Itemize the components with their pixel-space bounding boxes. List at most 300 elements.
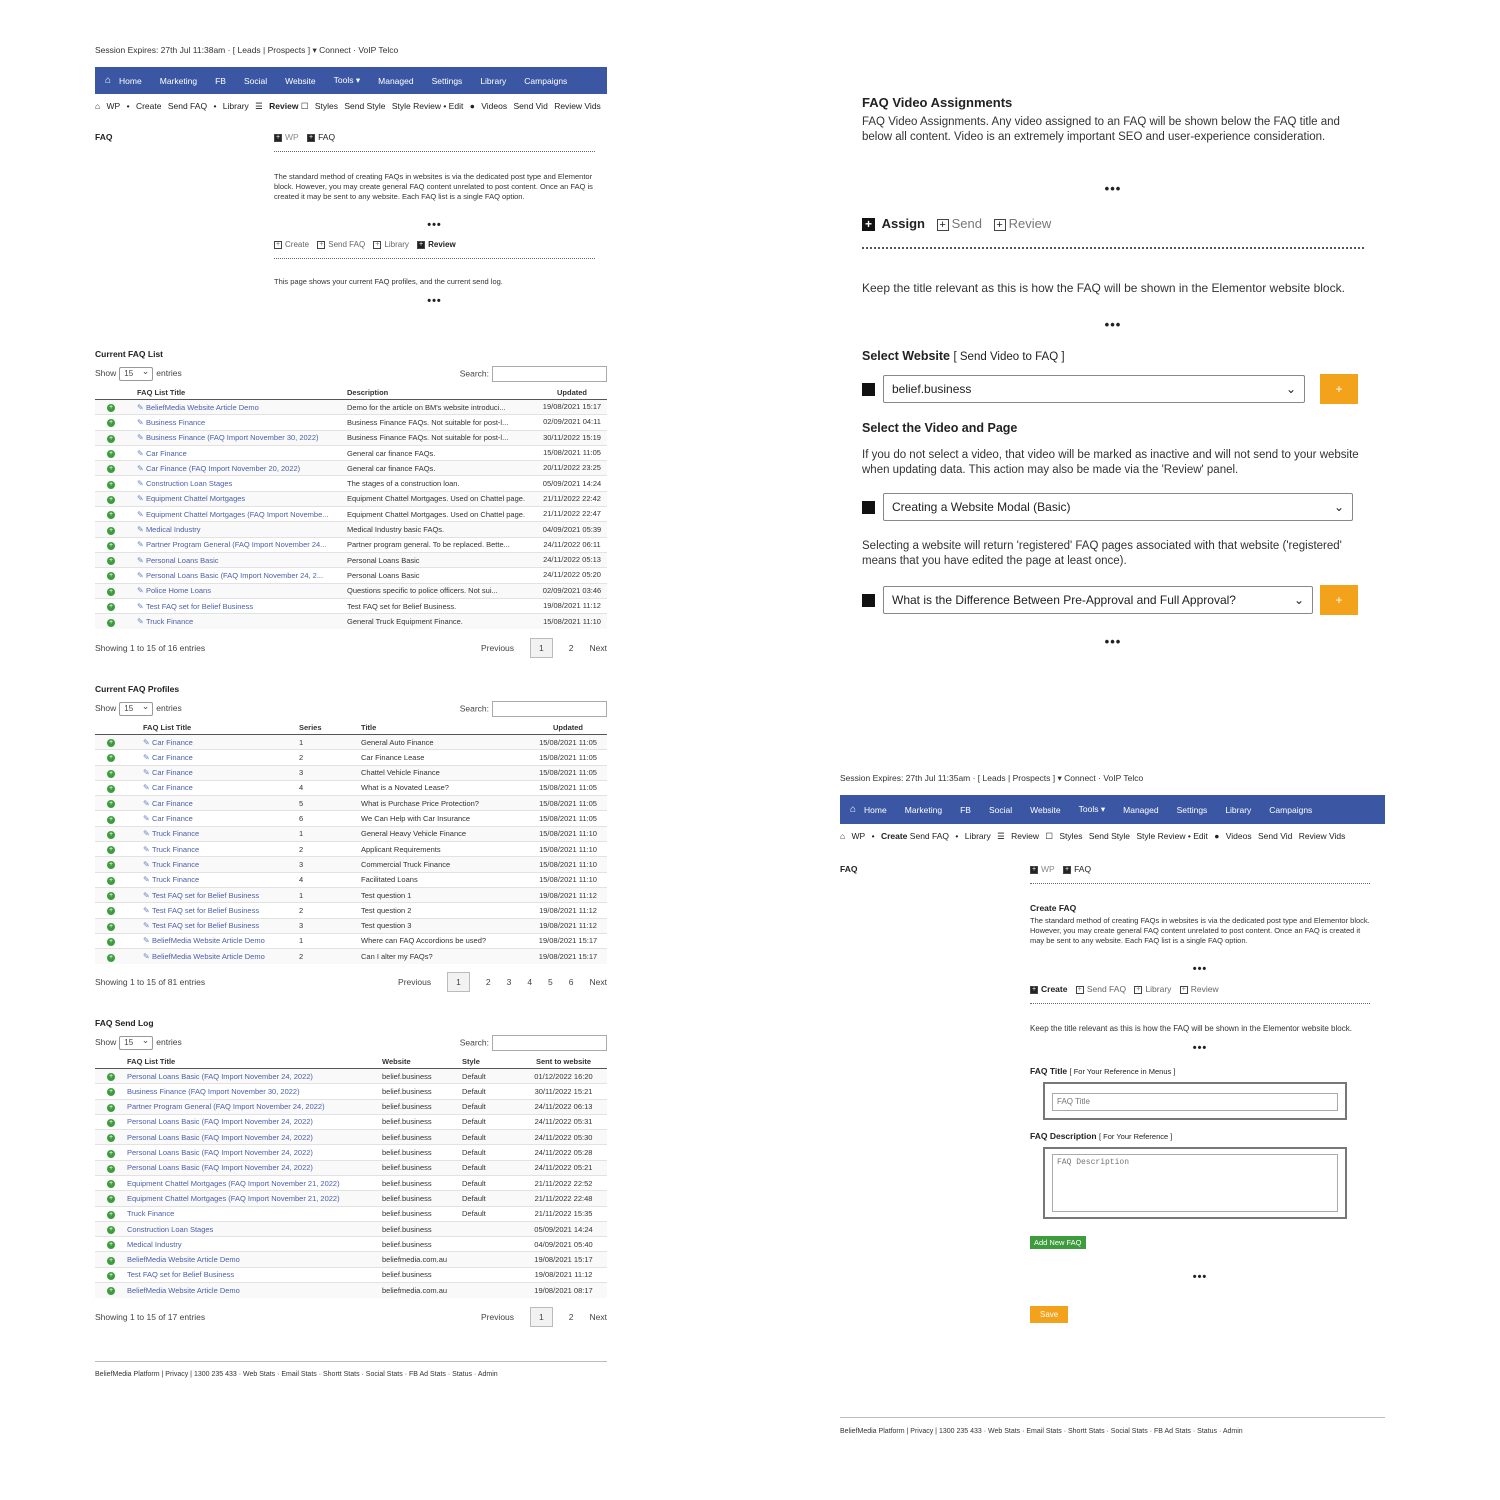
description-cell: Business Finance FAQs. Not suitable for post-l... [345,430,537,445]
title-cell: What is a Novated Lease? [359,780,529,795]
page-2-button[interactable]: 2 [568,642,574,653]
row-actions [95,1130,125,1145]
col-website[interactable]: Website [380,1055,460,1069]
nav-social[interactable]: Social [988,804,1013,815]
prev-button[interactable]: Previous [480,642,515,653]
plus-box-icon[interactable] [862,383,875,396]
row-actions [95,1191,125,1206]
search-label: Search: [459,703,489,714]
add-circle-icon[interactable]: + [108,861,114,869]
add-circle-icon[interactable]: + [108,1180,114,1188]
table-row[interactable] [95,1252,607,1267]
add-circle-icon[interactable]: + [108,572,114,580]
search-input[interactable] [492,366,607,382]
page-select[interactable] [883,586,1313,614]
row-actions [95,476,135,491]
faq-list-title-text[interactable]: Car Finance [151,737,193,747]
table-row[interactable] [95,1175,607,1190]
edit-icon[interactable]: ✎ [137,494,146,504]
home-icon[interactable]: ⌂ [95,101,101,111]
tab-library[interactable]: Library [1145,984,1172,994]
faq-title-input[interactable] [1052,1093,1338,1111]
row-actions [95,430,135,445]
table-row[interactable] [95,872,607,887]
subnav-videos[interactable]: Videos [1225,831,1252,841]
add-circle-icon[interactable]: + [108,603,114,610]
add-circle-icon[interactable]: + [108,876,114,884]
tab-create[interactable]: Create [1041,984,1068,994]
nav-library[interactable]: Library [1225,804,1252,815]
add-circle-icon[interactable]: + [108,1118,114,1126]
add-circle-icon[interactable]: + [108,769,114,777]
faq-list-title-text[interactable]: Truck Finance [145,617,194,627]
tab-review[interactable]: Review [428,240,456,249]
section-title: FAQ [95,132,113,142]
edit-icon[interactable]: ✎ [143,859,152,869]
faq-list-title-text[interactable]: Test FAQ set for Belief Business [151,890,260,900]
edit-icon[interactable]: ✎ [137,525,146,535]
faq-list-title-text[interactable]: Equipment Chattel Mortgages [145,494,246,504]
keep-title-text: Keep the title relevant as this is how the FAQ will be shown in the Elementor website block. [862,281,1345,295]
page-1-button[interactable]: 1 [530,638,553,658]
select-website-heading [862,349,1364,363]
tab-assign[interactable]: Assign [881,216,925,231]
table-row[interactable] [95,1206,607,1221]
table-row[interactable] [95,780,607,795]
assign-video-button[interactable]: + [1320,585,1358,615]
table-row[interactable] [95,598,607,613]
col-updated[interactable]: Updated [537,386,607,400]
row-actions [95,933,141,948]
subnav-review[interactable]: Review [1011,831,1039,841]
add-circle-icon[interactable]: + [108,1073,114,1081]
table-row[interactable] [95,445,607,460]
tab-library[interactable]: Library [384,240,409,249]
subnav-library[interactable]: Library [964,831,991,841]
faq-list-title-text[interactable]: Partner Program General (FAQ Import November 24... [145,540,327,550]
ellipsis: ••• [1104,634,1122,649]
nav-tools[interactable]: Tools ▾ [333,75,361,85]
subnav-styles[interactable]: Styles [314,101,338,111]
home-icon[interactable]: ⌂ [105,75,112,86]
series-cell: 5 [297,796,359,811]
subnav-send-vid[interactable]: Send Vid [513,101,548,111]
faq-list-title-text[interactable]: BeliefMedia Website Article Demo [151,952,265,961]
add-circle-icon[interactable]: + [108,1287,114,1295]
row-actions [95,734,141,749]
page-help-text: Selecting a website will return 'registered' FAQ pages associated with that website ('registered' means that you have edited the page at least once). [862,540,1342,567]
add-circle-icon[interactable]: + [108,1271,114,1279]
table-row[interactable] [95,765,607,780]
select-website-sub: [ Send Video to FAQ ] [953,351,1065,363]
faq-list-title-cell: Construction Loan Stages [125,1221,380,1236]
table-row[interactable] [95,949,607,964]
faq-list-title-cell [135,568,345,583]
faq-list-title-text[interactable]: Car Finance [145,448,187,458]
series-cell: 6 [297,811,359,826]
table-row[interactable] [95,933,607,948]
faq-list-title-text[interactable]: Test FAQ set for Belief Business [151,905,260,915]
page-1-button[interactable]: 1 [530,1307,553,1327]
page-3-button[interactable]: 3 [506,976,512,987]
nav-home[interactable]: Home [119,75,142,86]
table-row[interactable] [95,1191,607,1206]
page-1-button[interactable]: 1 [447,972,470,992]
add-circle-icon[interactable]: + [108,1134,114,1142]
title-cell: Facilitated Loans [359,872,529,887]
table-row[interactable] [95,430,607,445]
faq-list-title-text[interactable]: Car Finance [151,814,193,824]
edit-icon[interactable]: ✎ [143,768,152,778]
updated-cell: 24/11/2022 05:20 [537,568,607,583]
faq-list-title-text[interactable]: Truck Finance [151,859,200,869]
table-row[interactable] [95,461,607,476]
nav-website[interactable]: Website [1030,804,1061,815]
subnav-review-vids[interactable]: Review Vids [554,101,601,111]
add-circle-icon[interactable]: + [108,541,114,549]
add-circle-icon[interactable]: + [108,1226,114,1234]
table-row[interactable] [95,903,607,918]
edit-icon[interactable]: ✎ [143,875,152,885]
nav-marketing[interactable]: Marketing [159,75,198,86]
table-row[interactable] [95,1099,607,1114]
faq-list-title-text[interactable]: Police Home Loans [145,586,211,596]
faq-list-title-text[interactable]: Car Finance [151,783,193,793]
faq-list-title-text[interactable]: Truck Finance [151,829,200,839]
subnav-send-style[interactable]: Send Style [344,101,386,111]
faq-list-title-text[interactable]: Construction Loan Stages [145,479,233,489]
row-actions [95,826,141,841]
edit-icon[interactable]: ✎ [143,737,152,747]
tab-send[interactable]: Send [951,216,982,231]
edit-icon[interactable]: ✎ [143,952,152,961]
nav-settings[interactable]: Settings [1176,804,1208,815]
table-row[interactable] [95,568,607,583]
updated-cell: 15/08/2021 11:05 [529,811,607,826]
add-circle-icon[interactable]: + [108,1164,114,1172]
table-row[interactable] [95,1283,607,1298]
add-circle-icon[interactable]: + [108,922,114,930]
col-sent[interactable]: Sent to website [520,1055,607,1069]
faq-desc-textarea[interactable] [1052,1154,1338,1212]
edit-icon[interactable]: ✎ [137,433,146,443]
add-circle-icon[interactable]: + [108,419,114,427]
table-row[interactable] [95,537,607,552]
nav-social[interactable]: Social [243,75,268,86]
faq-list-title-text[interactable]: Test FAQ set for Belief Business [151,921,260,931]
edit-icon[interactable]: ✎ [143,844,152,854]
add-circle-icon[interactable]: + [108,754,114,762]
home-icon[interactable]: ⌂ [850,804,857,815]
row-actions [95,811,141,826]
table-row[interactable] [95,415,607,430]
add-circle-icon[interactable]: + [108,526,114,534]
next-button[interactable]: Next [589,1311,607,1322]
edit-icon[interactable]: ✎ [143,798,152,808]
video-select[interactable] [883,493,1353,521]
edit-icon[interactable]: ✎ [143,936,152,946]
subnav-wp[interactable]: WP [851,831,866,841]
table-row[interactable] [95,583,607,598]
sent-cell: 04/09/2021 05:40 [520,1237,607,1252]
table-row[interactable] [95,476,607,491]
nav-campaigns[interactable]: Campaigns [524,75,568,86]
edit-icon[interactable]: ✎ [143,905,152,915]
faq-list-title-text[interactable]: Car Finance [151,752,193,762]
table-row[interactable] [95,918,607,933]
nav-home[interactable]: Home [864,804,887,815]
col-faq-list-title[interactable]: FAQ List Title [125,1055,380,1069]
edit-icon[interactable]: ✎ [137,540,146,550]
prev-button[interactable]: Previous [480,1311,515,1322]
edit-icon[interactable]: ✎ [143,783,152,793]
edit-icon[interactable]: ✎ [137,601,146,611]
edit-icon[interactable]: ✎ [137,617,146,627]
faq-list-title-text[interactable]: Truck Finance [151,844,200,854]
table-row[interactable] [95,1237,607,1252]
style-cell: Default [460,1068,520,1083]
updated-cell: 15/08/2021 11:10 [529,872,607,887]
subnav-style-review[interactable]: Style Review • Edit [391,101,464,111]
page-6-button[interactable]: 6 [568,976,574,987]
faq-list-title-text[interactable]: Equipment Chattel Mortgages (FAQ Import Novembe... [145,509,329,519]
faq-list-title-text[interactable]: BeliefMedia Website Article Demo [151,936,265,946]
col-description[interactable]: Description [345,386,537,400]
faq-list-title-cell [135,583,345,598]
table-row[interactable] [95,1221,607,1236]
col-style[interactable]: Style [460,1055,520,1069]
add-circle-icon[interactable]: + [108,815,114,823]
edit-icon[interactable]: ✎ [137,402,146,412]
table-row[interactable] [95,1267,607,1282]
faq-list-title-text[interactable]: Medical Industry [145,525,201,535]
tab-create[interactable]: Create [285,240,310,249]
edit-icon[interactable]: ✎ [137,509,146,519]
table-row[interactable] [95,552,607,567]
subnav-sep: • [126,101,130,111]
col-faq-list-title[interactable]: FAQ List Title [141,721,297,735]
updated-cell: 30/11/2022 15:19 [537,430,607,445]
nav-managed[interactable]: Managed [1123,804,1159,815]
add-circle-icon[interactable]: + [108,739,114,747]
nav-campaigns[interactable]: Campaigns [1269,804,1313,815]
plus-box-icon[interactable] [862,501,875,514]
chevron-down-icon: ⌄ [1333,500,1344,514]
table-row[interactable] [95,522,607,537]
table-row[interactable] [95,1160,607,1175]
table-row[interactable] [95,1145,607,1160]
faq-list-title-text[interactable]: Business Finance [145,417,206,427]
edit-icon[interactable]: ✎ [137,417,146,427]
tab-send-faq[interactable]: Send FAQ [1086,984,1127,994]
table-row[interactable] [95,1068,607,1083]
subnav-styles[interactable]: Styles [1059,831,1083,841]
website-select[interactable] [883,375,1305,403]
add-circle-icon[interactable]: + [108,892,114,900]
subnav-send-faq[interactable]: Send FAQ [909,831,950,841]
edit-icon[interactable]: ✎ [137,586,146,596]
add-circle-icon[interactable]: + [108,1241,114,1249]
col-title[interactable]: Title [359,721,529,735]
next-button[interactable]: Next [589,976,607,987]
col-faq-list-title[interactable]: FAQ List Title [135,386,345,400]
add-circle-icon[interactable]: + [108,618,114,626]
subnav-wp[interactable]: WP [106,101,121,111]
edit-icon[interactable]: ✎ [137,555,146,565]
table-row[interactable] [95,857,607,872]
faq-list-title-text[interactable]: Business Finance (FAQ Import November 30, 2022) [145,433,319,443]
add-circle-icon[interactable]: + [108,937,114,945]
add-circle-icon[interactable]: + [108,800,114,808]
add-circle-icon[interactable]: + [108,1210,114,1218]
col-updated[interactable]: Updated [529,721,607,735]
table-row[interactable] [95,750,607,765]
prev-button[interactable]: Previous [398,976,432,987]
search-input[interactable] [492,1035,607,1051]
table-row[interactable] [95,1084,607,1099]
subnav-create[interactable]: Create [135,101,162,111]
col-series[interactable]: Series [297,721,359,735]
table-row[interactable] [95,826,607,841]
add-circle-icon[interactable]: + [108,830,114,838]
tab-faq[interactable]: FAQ [318,132,336,142]
add-website-button[interactable]: + [1320,374,1358,404]
tab-review[interactable]: Review [1008,216,1052,231]
table-row[interactable] [95,1130,607,1145]
nav-fb[interactable]: FB [960,804,971,815]
table-row[interactable] [95,796,607,811]
table-row[interactable] [95,842,607,857]
subnav-send-vid[interactable]: Send Vid [1257,831,1293,841]
add-circle-icon[interactable]: + [108,953,114,961]
tab-review[interactable]: Review [1190,984,1219,994]
subnav-review[interactable]: Review [269,101,299,111]
add-circle-icon[interactable]: + [108,1256,114,1264]
faq-list-title-text[interactable]: BeliefMedia Website Article Demo [145,402,259,412]
table-row[interactable] [95,491,607,506]
faq-list-title-cell [141,734,297,749]
edit-icon[interactable]: ✎ [137,570,146,580]
table-row[interactable] [95,887,607,902]
page-2-button[interactable]: 2 [485,976,491,987]
edit-icon[interactable]: ✎ [137,448,146,458]
title-cell: General Heavy Vehicle Finance [359,826,529,841]
add-circle-icon[interactable]: + [108,1149,114,1157]
series-cell: 3 [297,918,359,933]
ellipsis: ••• [1104,181,1122,196]
faq-list-title-text[interactable]: Personal Loans Basic [145,555,219,565]
tab-wp[interactable]: WP [285,132,299,142]
faq-list-title-text[interactable]: Car Finance (FAQ Import November 20, 2022) [145,463,301,473]
edit-icon[interactable]: ✎ [143,752,152,762]
nav-fb[interactable]: FB [215,75,226,86]
search-input[interactable] [492,701,607,717]
table-row[interactable] [95,614,607,629]
subnav-send-faq[interactable]: Send FAQ [167,101,208,111]
subnav-style-review[interactable]: Style Review • Edit [1136,831,1208,841]
plus-box-icon: + [1077,985,1082,993]
subnav-send-style[interactable]: Send Style [1088,831,1131,841]
faq-desc-heading [1030,1131,1370,1141]
subnav-review-vids[interactable]: Review Vids [1298,831,1346,841]
faq-list-title-text[interactable]: Car Finance [151,768,193,778]
description-cell: General Truck Equipment Finance. [345,614,537,629]
add-circle-icon[interactable]: + [108,434,114,442]
page-5-button[interactable]: 5 [548,976,553,987]
table-row[interactable] [95,734,607,749]
tab-send-faq[interactable]: Send FAQ [328,240,366,249]
plus-box-icon[interactable] [862,594,875,607]
add-circle-icon[interactable]: + [108,465,114,473]
edit-icon[interactable]: ✎ [143,829,152,839]
add-circle-icon[interactable]: + [108,846,114,854]
add-circle-icon[interactable]: + [108,404,114,412]
add-circle-icon[interactable]: + [108,784,114,792]
subnav-create[interactable]: Create [880,831,908,841]
add-circle-icon[interactable]: + [108,1103,114,1111]
add-circle-icon[interactable]: + [108,480,114,488]
faq-list-title-text[interactable]: Test FAQ set for Belief Business [145,601,254,611]
tab-faq[interactable]: FAQ [1074,864,1092,874]
add-circle-icon[interactable]: + [108,557,114,565]
page-length-select[interactable]: 15 ⌄ [119,367,153,381]
faq-list-title-cell [141,765,297,780]
faq-list-title-text[interactable]: Personal Loans Basic (FAQ Import November 24, 2... [145,570,324,580]
next-button[interactable]: Next [589,642,607,653]
edit-icon[interactable]: ✎ [143,921,152,931]
add-circle-icon[interactable]: + [108,1088,114,1096]
nav-tools[interactable]: Tools ▾ [1078,804,1106,814]
website-cell: belief.business [380,1237,460,1252]
table-row[interactable] [95,1114,607,1129]
table-row[interactable] [95,507,607,522]
add-circle-icon[interactable]: + [108,907,114,915]
page-4-button[interactable]: 4 [527,976,533,987]
add-new-faq-button[interactable]: Add New FAQ [1030,1236,1086,1249]
faq-list-title-cell: Partner Program General (FAQ Import November 24, 2022) [125,1099,380,1114]
nav-managed[interactable]: Managed [378,75,414,86]
add-circle-icon[interactable]: + [108,450,114,458]
add-circle-icon[interactable]: + [108,1195,114,1203]
tab-wp[interactable]: WP [1041,864,1055,874]
edit-icon[interactable]: ✎ [137,479,146,489]
save-button[interactable]: Save [1030,1306,1068,1323]
nav-marketing[interactable]: Marketing [904,804,943,815]
home-icon[interactable]: ⌂ [840,831,846,841]
nav-library[interactable]: Library [480,75,507,86]
faq-list-title-text[interactable]: Car Finance [151,798,193,808]
add-circle-icon[interactable]: + [108,587,114,595]
row-actions [95,537,135,552]
row-actions [95,1145,125,1160]
page-2-button[interactable]: 2 [568,1311,574,1322]
faq-list-title-text[interactable]: Truck Finance [151,875,200,885]
edit-icon[interactable]: ✎ [143,814,152,824]
page-length-select[interactable]: 15 ⌄ [119,1036,153,1050]
table-row[interactable] [95,400,607,415]
add-circle-icon[interactable]: + [108,495,114,503]
table-row[interactable] [95,811,607,826]
style-cell [460,1283,520,1298]
edit-icon[interactable]: ✎ [137,463,146,473]
subnav-videos[interactable]: Videos [481,101,508,111]
nav-website[interactable]: Website [285,75,316,86]
page-length-select[interactable]: 15 ⌄ [119,702,153,716]
nav-settings[interactable]: Settings [431,75,463,86]
add-circle-icon[interactable]: + [108,511,114,519]
subnav-library[interactable]: Library [222,101,249,111]
edit-icon[interactable]: ✎ [143,890,152,900]
